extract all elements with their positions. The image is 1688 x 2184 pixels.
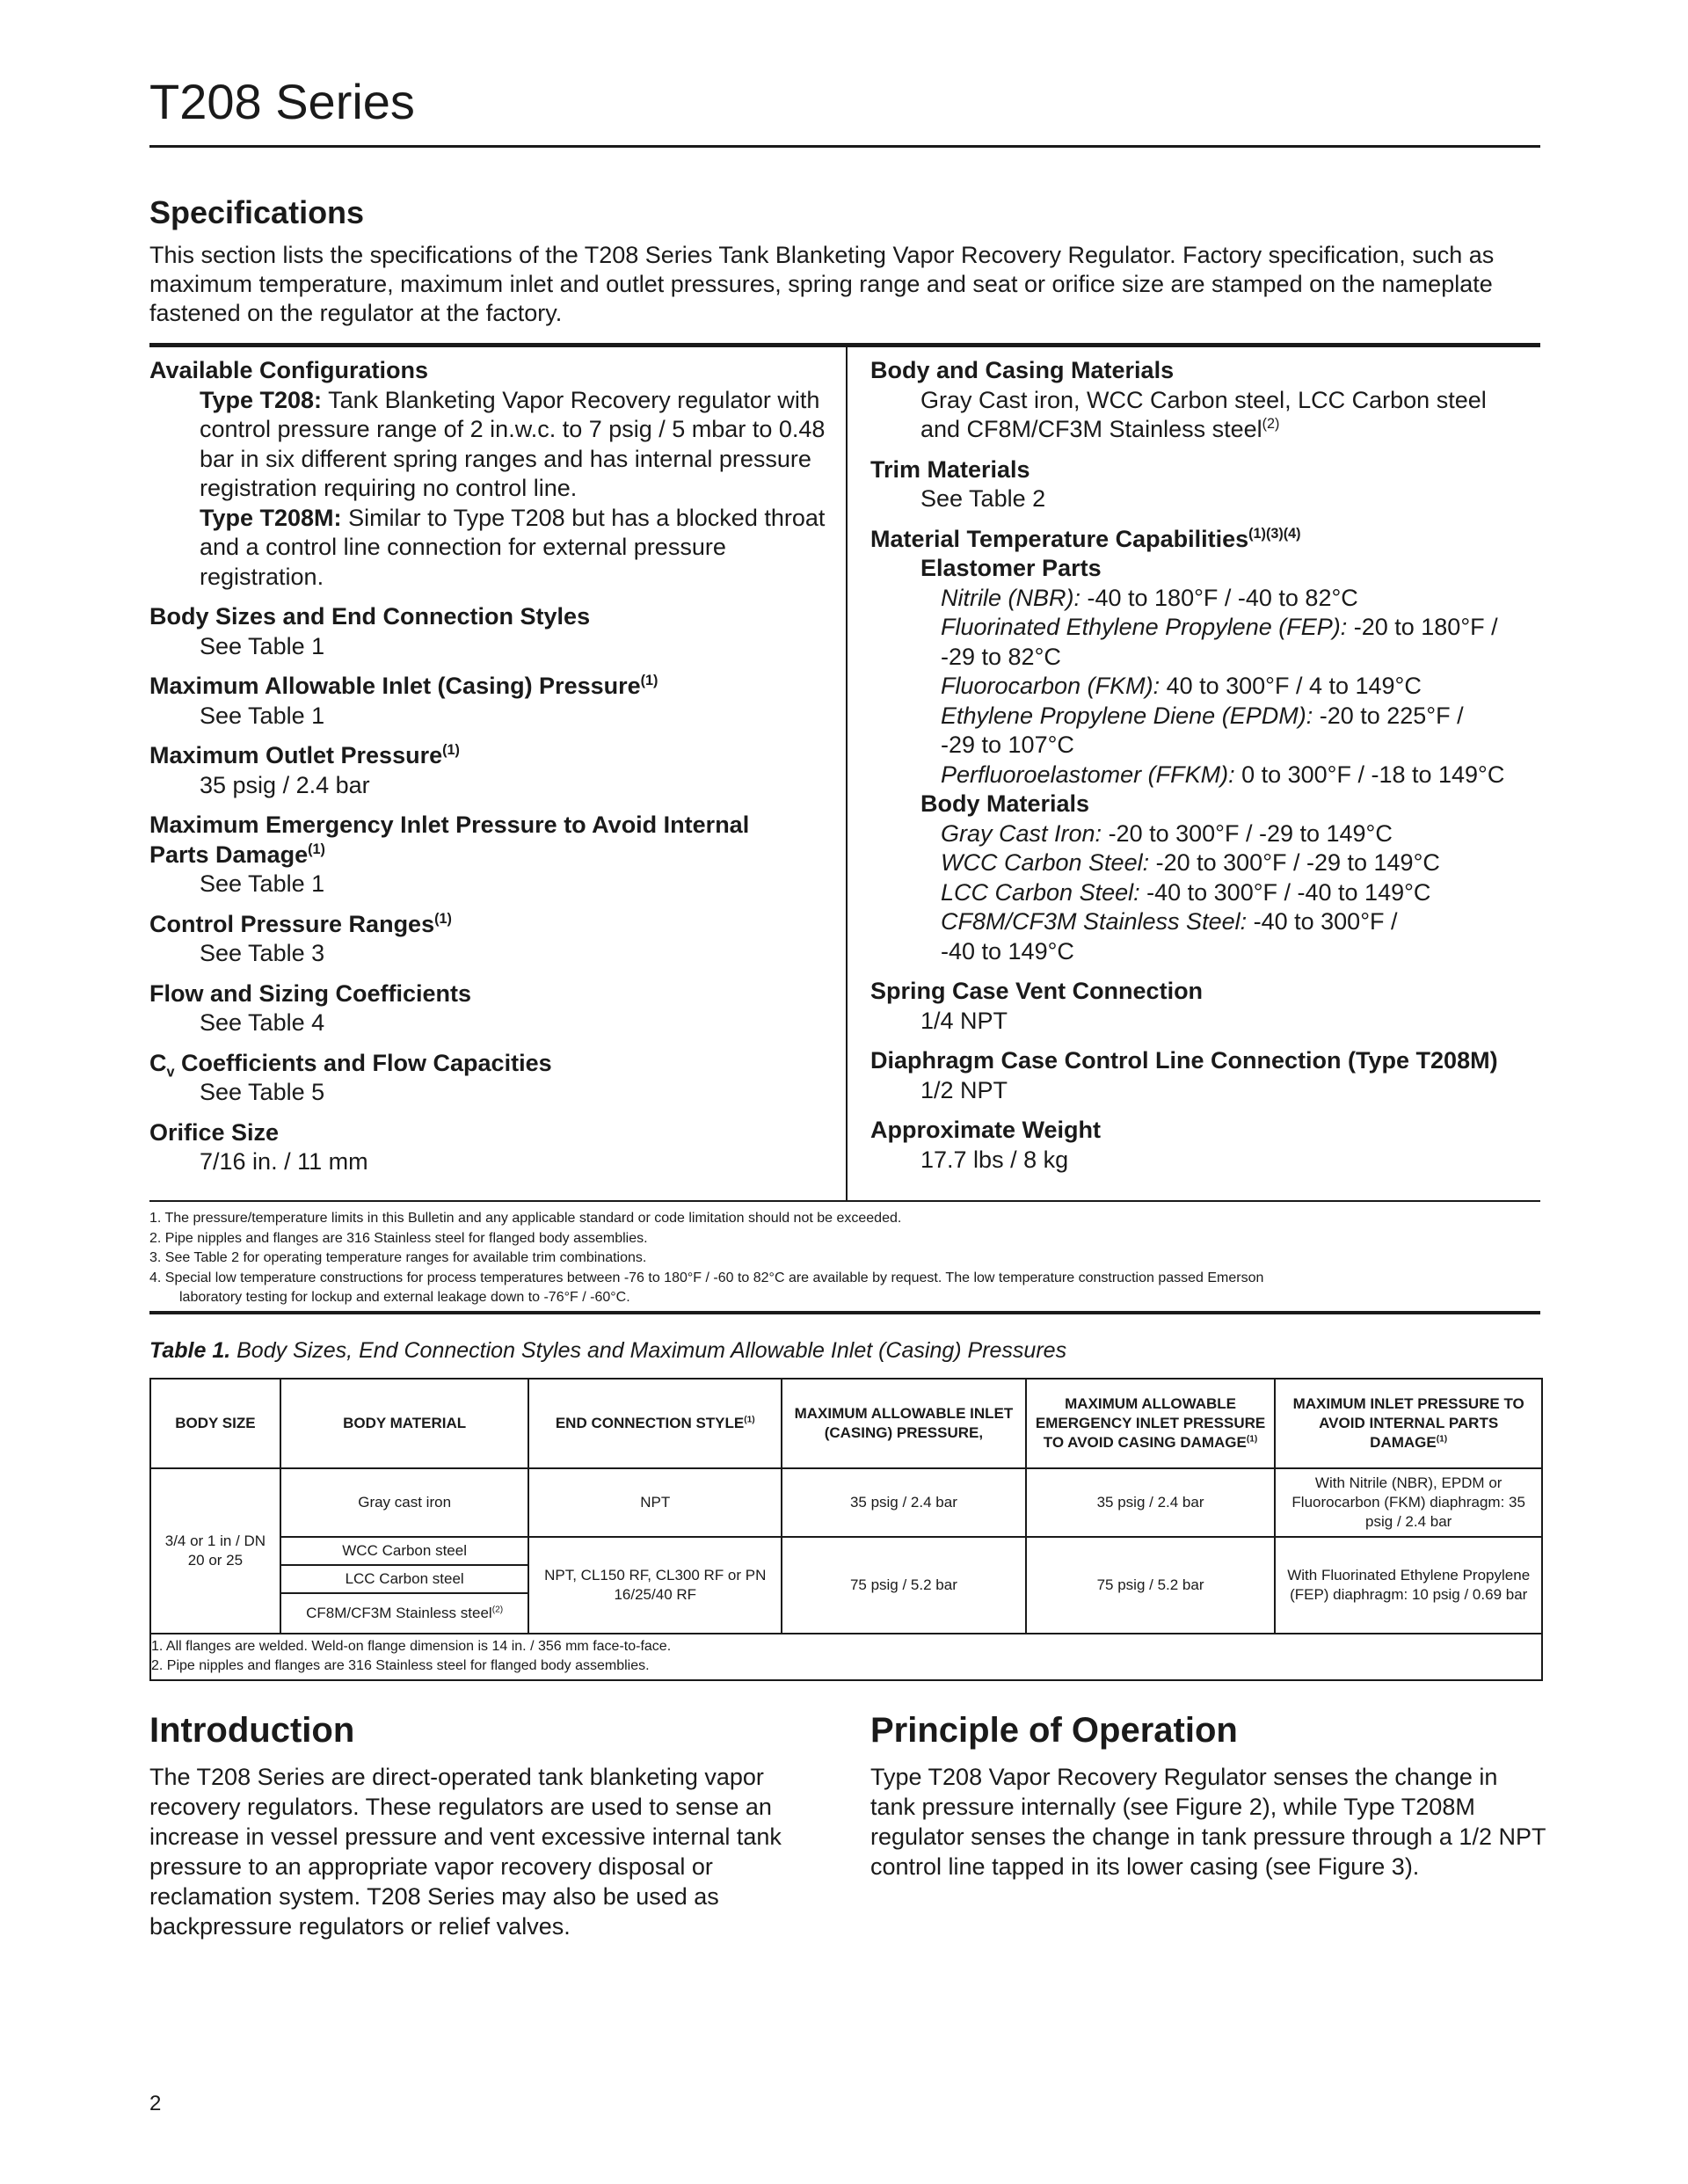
spec-body-sizes: Body Sizes and End Connection Styles See Table 1 xyxy=(149,603,591,659)
temperature-item-cont: -40 to 149°C xyxy=(941,937,1074,965)
footnote: 4. Special low temperature constructions for process temperatures between -76 to 180°F / -60 to 82°C are available by request. The low temperature construction passed Emerson xyxy=(149,1270,1264,1285)
temperature-item-cont: -29 to 107°C xyxy=(941,732,1074,758)
footnote: 1. The pressure/temperature limits in this Bulletin and any applicable standard or code limitation should not be exceeded. xyxy=(149,1211,902,1226)
col-end-connection: END CONNECTION STYLE$^{(1)}$ xyxy=(528,1379,782,1468)
spec-body-casing: Body and Casing Materials Gray Cast iron, WCC Carbon steel, LCC Carbon steel and CF8M/CF3M Stainless steel$^{(2)}$ xyxy=(870,357,1487,442)
temperature-item: Fluorinated Ethylene Propylene (FEP): -20 to 180°F / xyxy=(941,614,1498,640)
spec-flow-sizing: Flow and Sizing Coefficients See Table 4 xyxy=(149,979,472,1036)
table-note: 1. All flanges are welded. Weld-on flange dimension is 14 in. / 356 mm face-to-face. xyxy=(151,1639,672,1654)
table1-notes xyxy=(151,1637,1540,1676)
spec-available-configurations xyxy=(149,356,826,592)
spec-control-pressure: Control Pressure Ranges$^{(1)}$ See Table 3 xyxy=(149,910,452,966)
elastomer-label: Elastomer Parts xyxy=(920,555,1102,581)
temperature-item: Fluorocarbon (FKM): 40 to 300°F / 4 to 149°C xyxy=(941,673,1422,699)
temperature-item: Nitrile (NBR): -40 to 180°F / -40 to 82°C xyxy=(941,584,1358,611)
elastomer-list xyxy=(870,584,1539,790)
spec-weight: Approximate Weight 17.7 lbs / 8 kg xyxy=(870,1117,1102,1173)
table-header-row xyxy=(150,1379,1542,1468)
cell-inlet: 75 psig / 5.2 bar xyxy=(782,1537,1026,1634)
cell-material: WCC Carbon steel xyxy=(280,1537,529,1565)
col-max-emergency: MAXIMUM ALLOWABLE EMERGENCY INLET PRESSURE TO AVOID CASING DAMAGE$^{(1)}$ xyxy=(1026,1379,1276,1468)
cell-internal: With Fluorinated Ethylene Propylene (FEP) diaphragm: 10 psig / 0.69 bar xyxy=(1275,1537,1542,1634)
spec-max-emergency: Maximum Emergency Inlet Pressure to Avoid Internal Parts Damage$^{(1)}$ See Table 1 xyxy=(149,812,750,897)
specifications-intro: This section lists the specifications of the T208 Series Tank Blanketing Vapor Recovery Regulator. Factory specification, such as maximum temperature, maximum inlet and outlet pressures, spring range and seat or orifice size are stamped on the nameplate fastened on the regulator at the factory. xyxy=(149,242,1495,326)
footnote-bottom-rule xyxy=(149,1311,1540,1314)
principle-heading: Principle of Operation xyxy=(870,1711,1238,1750)
spec-trim: Trim Materials See Table 2 xyxy=(870,455,1046,512)
spec-value: Type T208: Tank Blanketing Vapor Recovery regulator with control pressure range of 2 in.w.c. to 7 psig / 5 mbar to 0.48 bar in six different spring ranges and has internal pressure registration requiring no control line. xyxy=(200,386,826,501)
spec-top-rule xyxy=(149,343,1540,347)
cell-emergency: 75 psig / 5.2 bar xyxy=(1026,1537,1276,1634)
principle-text: Type T208 Vapor Recovery Regulator senses the change in tank pressure internally (see Figure 2), while Type T208M regulator senses the change in tank pressure through a 1/2 NPT control line tapped in its lower casing (see Figure 3). xyxy=(870,1764,1546,1880)
spec-orifice: Orifice Size 7/16 in. / 11 mm xyxy=(149,1118,368,1175)
spec-spring-vent: Spring Case Vent Connection 1/4 NPT xyxy=(870,978,1204,1034)
cell-end-connection: NPT, CL150 RF, CL300 RF or PN 16/25/40 RF xyxy=(528,1537,782,1634)
introduction-text: The T208 Series are direct-operated tank blanketing vapor recovery regulators. These regulators are used to sense an increase in vessel pressure and vent excessive internal tank pressure to an appropriate vapor recovery disposal or reclamation system. T208 Series may also be used as backpressure regulators or relief valves. xyxy=(149,1764,782,1940)
spec-left-column xyxy=(149,356,826,1188)
temperature-item: Perfluoroelastomer (FFKM): 0 to 300°F / -18 to 149°C xyxy=(941,761,1505,788)
specifications-heading: Specifications xyxy=(149,194,365,230)
spec-temperature: Material Temperature Capabilities$^{(1)(3)(4)}$ Elastomer Parts Nitrile (NBR): -40 to 180°F / -40 to 82°C Fluorinated Ethylene Propylene (FEP): -20 to 180°F / -29 to 82°C Fluorocarbon (FKM): 40 to 300°F / 4 to 149°C Ethylene Propylene Diene (EPDM): -20 to 225°F / -29 to 107°C Perfluoroelastomer (FFKM): 0 to 300°F / -18 to 149°C Body Materials Gray Cast Iron: -20 to 300°F / -29 to 149°C WCC Carbon Steel: -20 to 300°F / -29 to 149°C LCC Carbon Steel: -40 to 300°F / -40 to 149°C CF8M/CF3M Stainless Steel: -40 to 300°F / -40 to 149°C xyxy=(870,525,1539,967)
table1 xyxy=(149,1378,1543,1634)
footnote: 2. Pipe nipples and flanges are 316 Stainless steel for flanged body assemblies. xyxy=(149,1230,648,1246)
temperature-item-cont: -29 to 82°C xyxy=(941,643,1061,670)
footnote: laboratory testing for lockup and external leakage down to -76°F / -60°C. xyxy=(179,1290,630,1305)
spec-max-inlet: Maximum Allowable Inlet (Casing) Pressure$^{(1)}$ See Table 1 xyxy=(149,673,658,729)
temperature-item: CF8M/CF3M Stainless Steel: -40 to 300°F / xyxy=(941,908,1398,935)
spec-bottom-rule xyxy=(149,1200,1540,1202)
col-max-inlet: MAXIMUM ALLOWABLE INLET (CASING) PRESSURE, xyxy=(782,1379,1026,1468)
col-body-size: BODY SIZE xyxy=(150,1379,280,1468)
body-materials-label: Body Materials xyxy=(920,790,1090,817)
cell-internal: With Nitrile (NBR), EPDM or Fluorocarbon (FKM) diaphragm: 35 psig / 2.4 bar xyxy=(1275,1468,1542,1537)
cell-material: Gray cast iron xyxy=(280,1468,529,1537)
table-row xyxy=(150,1537,1542,1565)
table-note: 2. Pipe nipples and flanges are 316 Stainless steel for flanged body assemblies. xyxy=(151,1658,650,1673)
col-body-material: BODY MATERIAL xyxy=(280,1379,529,1468)
spec-footnotes xyxy=(149,1209,1540,1308)
spec-right-column xyxy=(870,356,1539,1185)
cell-material: LCC Carbon steel xyxy=(280,1565,529,1593)
temperature-item: Gray Cast Iron: -20 to 300°F / -29 to 149°C xyxy=(941,819,1393,847)
title-rule xyxy=(149,145,1540,148)
spec-value: Type T208M: Similar to Type T208 but has a blocked throat and a control line connection for external pressure registration. xyxy=(200,504,826,590)
spec-max-outlet: Maximum Outlet Pressure$^{(1)}$ 35 psig / 2.4 bar xyxy=(149,742,460,798)
spec-diaphragm-control: Diaphragm Case Control Line Connection (Type T208M) 1/2 NPT xyxy=(870,1047,1498,1103)
spec-column-divider xyxy=(846,347,848,1200)
col-max-inlet-internal: MAXIMUM INLET PRESSURE TO AVOID INTERNAL PARTS DAMAGE$^{(1)}$ xyxy=(1275,1379,1542,1468)
introduction-heading: Introduction xyxy=(149,1711,355,1750)
footnote: 3. See Table 2 for operating temperature ranges for available trim combinations. xyxy=(149,1250,647,1265)
cell-body-size: 3/4 or 1 in / DN 20 or 25 xyxy=(150,1468,280,1634)
page-number: 2 xyxy=(149,2092,162,2115)
temperature-item: LCC Carbon Steel: -40 to 300°F / -40 to 149°C xyxy=(941,878,1431,906)
document-title: T208 Series xyxy=(149,74,415,129)
body-materials-list xyxy=(870,819,1539,967)
table-row xyxy=(150,1468,1542,1537)
table1-caption: Table 1. Body Sizes, End Connection Styles and Maximum Allowable Inlet (Casing) Pressures xyxy=(149,1338,1067,1363)
cell-emergency: 35 psig / 2.4 bar xyxy=(1026,1468,1276,1537)
temperature-item: WCC Carbon Steel: -20 to 300°F / -29 to 149°C xyxy=(941,849,1440,876)
cell-end-connection: NPT xyxy=(528,1468,782,1537)
cell-inlet: 35 psig / 2.4 bar xyxy=(782,1468,1026,1537)
spec-cv-coefficients: $C_v$ Coefficients and Flow Capacities See Table 5 xyxy=(149,1049,552,1105)
spec-label: Available Configurations xyxy=(149,357,429,383)
temperature-item: Ethylene Propylene Diene (EPDM): -20 to 225°F / xyxy=(941,702,1464,729)
cell-material: CF8M/CF3M Stainless steel$^{(2)}$ xyxy=(280,1593,529,1634)
